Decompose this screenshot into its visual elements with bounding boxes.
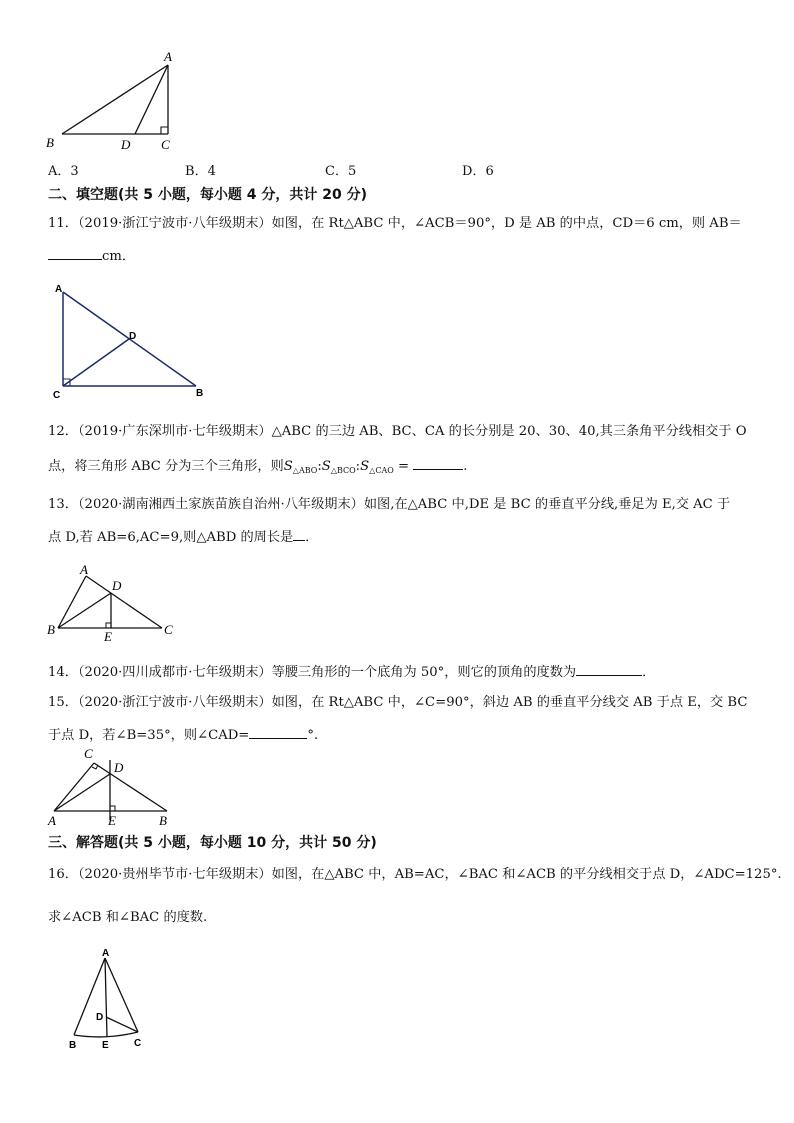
question-12-line1: 12．（2019·广东深圳市·七年级期末）△ABC 的三边 AB、BC、CA 的长分别是 20、30、40,其三条角平分线相交于 O [48,424,747,439]
figure-q13 [44,560,184,642]
answer-blank-13[interactable] [293,527,305,541]
label-b: B [46,135,54,150]
section-heading-solve: 三、解答题(共 5 小题，每小题 10 分，共计 50 分) [48,835,377,851]
figure-q11 [48,282,218,402]
option-d: D．6 [462,164,494,179]
label-c: C [161,137,170,152]
question-11-line1: 11．（2019·浙江宁波市·八年级期末）如图，在 Rt△ABC 中，∠ACB＝90°，D 是 AB 的中点，CD＝6 cm，则 AB＝ [48,216,742,231]
label-a: A [48,813,56,828]
segment-dc [106,1017,138,1032]
label-b: B [69,1040,77,1051]
right-angle-mark [106,623,111,628]
label-d: D [129,331,137,342]
label-b: B [159,813,167,828]
question-16-line1: 16．（2020·贵州毕节市·七年级期末）如图，在△ABC 中，AB=AC，∠BAC 和∠ACB 的平分线相交于点 D，∠ADC=125°. [48,867,782,882]
figure-top-triangle [40,48,190,156]
label-a: A [80,562,88,577]
answer-blank-12[interactable] [413,456,463,470]
label-e: E [104,629,112,642]
label-b: B [196,388,204,399]
segment-ac [105,958,138,1032]
segment-cd [63,339,129,386]
segment-bc [74,1032,138,1037]
question-11-line2: cm． [48,246,135,266]
answer-blank-15[interactable] [249,725,307,739]
question-13-line1: 13．（2020·湖南湘西土家族苗族自治州·八年级期末）如图,在△ABC 中,DE 是 BC 的垂直平分线,垂足为 E,交 AC 于 [48,497,731,512]
label-e: E [102,1040,109,1051]
label-b: B [47,622,55,637]
segment-ac [54,763,94,811]
label-d: D [121,137,131,152]
segment-ab [74,958,105,1035]
right-angle-mark-e [110,806,115,811]
question-14: 14．（2020·四川成都市·七年级期末）等腰三角形的一个底角为 50°，则它的顶角的度数为 ． [48,662,655,682]
option-b: B．4 [185,164,216,179]
segment-cb [94,763,167,811]
right-angle-mark [161,127,168,134]
section-heading-fill-blank: 二、填空题(共 5 小题，每小题 4 分，共计 20 分) [48,187,368,203]
label-c: C [164,622,173,637]
question-15-line1: 15．（2020·浙江宁波市·八年级期末）如图，在 Rt△ABC 中，∠C=90°，斜边 AB 的垂直平分线交 AB 于点 E，交 BC [48,695,748,710]
label-d: D [96,1012,104,1023]
question-13-line2: 点 D,若 AB=6,AC=9,则△ABD 的周长是 ． [48,527,318,547]
option-c: C．5 [325,164,357,179]
answer-blank-11[interactable] [48,246,102,260]
label-d: D [114,760,124,775]
question-16-line2: 求∠ACB 和∠BAC 的度数. [48,910,208,925]
question-15-line2: 于点 D，若∠B=35°，则∠CAD= °. [48,725,318,745]
label-a: A [55,284,63,295]
question-12-line2: 点，将三角形 ABC 分为三个三角形，则$S_{\triangle ABO}:S_{\triangle BCO}:S_{\triangle CAO}$ = . [48,456,467,480]
label-a: A [102,948,110,959]
segment-ba [58,576,86,628]
label-e: E [108,813,116,828]
label-c: C [134,1038,142,1049]
option-a: A．3 [48,164,79,179]
segment-bd [58,593,111,628]
segment-ae [105,958,107,1037]
label-a: A [164,49,172,64]
segment-ad [54,774,110,811]
label-c: C [53,390,61,401]
label-c: C [84,746,93,761]
answer-blank-14[interactable] [576,662,642,676]
figure-q16 [60,944,160,1056]
figure-q15 [44,744,184,830]
label-d: D [112,578,122,593]
